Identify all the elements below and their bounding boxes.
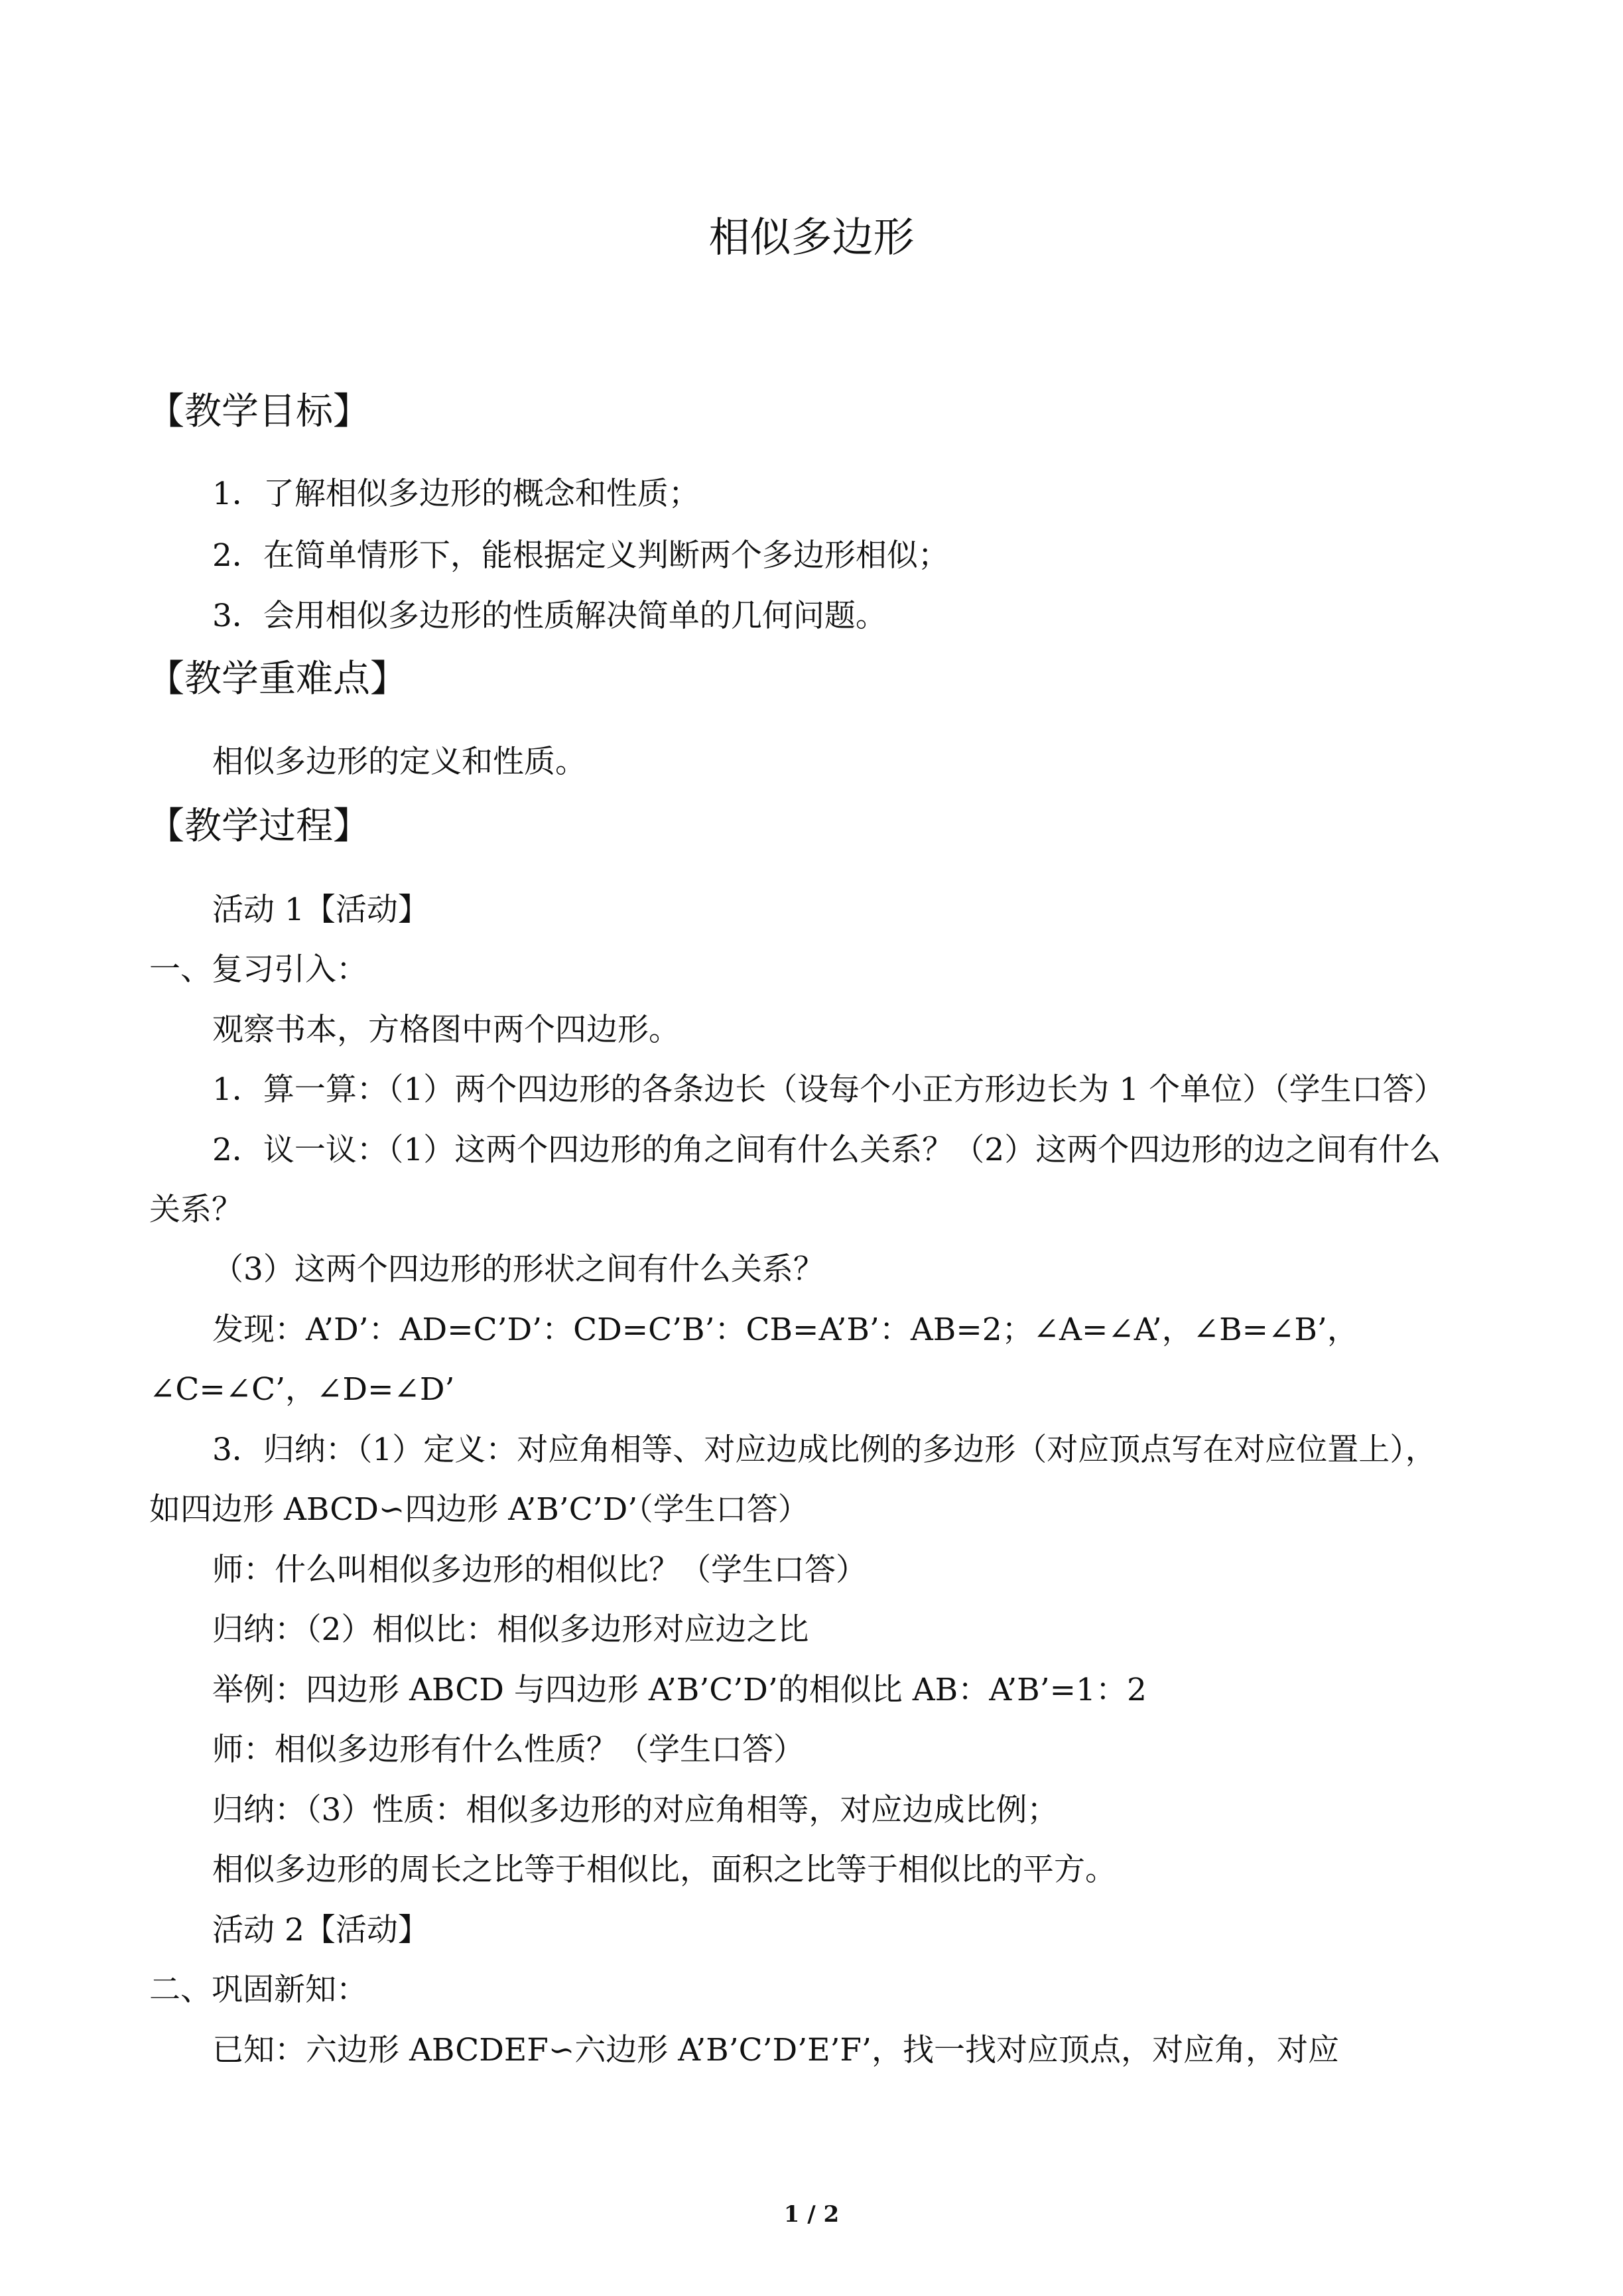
found-text-1: 发现：A’D’：AD=C’D’：CD=C’B’：CB=A’B’：AB=2；∠A=∠A’，∠B=∠B’， [212,1312,1358,1348]
document-title: 相似多边形 [708,213,915,261]
goal-item-1: 1．了解相似多边形的概念和性质； [212,476,700,512]
heading-teaching-process: 【教学过程】 [147,805,370,848]
page-number: 1 / 2 [783,2201,840,2228]
section-review: 一、复习引入： [149,951,367,988]
property-text-1: 归纳：（3）性质：相似多边形的对应角相等，对应边成比例； [212,1792,1059,1828]
goal-item-2: 2．在简单情形下，能根据定义判断两个多边形相似； [212,537,949,574]
ratio-example: 举例：四边形 ABCD 与四边形 A’B’C’D’的相似比 AB：A’B’=1：2 [212,1672,1147,1708]
known-text: 已知：六边形 ABCDEF∽六边形 A’B’C’D’E’F’，找一找对应顶点，对应角，对应 [212,2032,1339,2068]
property-text-2: 相似多边形的周长之比等于相似比，面积之比等于相似比的平方。 [212,1852,1116,1888]
discuss-text-2: 关系？ [149,1191,243,1228]
key-points-text: 相似多边形的定义和性质。 [212,744,586,780]
section-consolidate: 二、巩固新知： [149,1972,367,2008]
heading-teaching-goals: 【教学目标】 [147,390,370,433]
ratio-definition: 归纳：（2）相似比：相似多边形对应边之比 [212,1611,809,1648]
heading-key-points: 【教学重难点】 [147,657,407,701]
discuss-text-1: 2．议一议：（1）这两个四边形的角之间有什么关系？（2）这两个四边形的边之间有什么 [212,1132,1441,1168]
teacher-question-1: 师：什么叫相似多边形的相似比？（学生口答） [212,1552,867,1588]
goal-item-3: 3．会用相似多边形的性质解决简单的几何问题。 [212,598,887,634]
observe-text: 观察书本，方格图中两个四边形。 [212,1012,680,1048]
induce-text-2: 如四边形 ABCD∽四边形 A’B’C’D’（学生口答） [149,1491,809,1528]
discuss-text-3: （3）这两个四边形的形状之间有什么关系？ [212,1251,824,1288]
induce-text-1: 3．归纳：（1）定义：对应角相等、对应边成比例的多边形（对应顶点写在对应位置上）， [212,1432,1437,1468]
teacher-question-2: 师：相似多边形有什么性质？（学生口答） [212,1731,805,1768]
found-text-2: ∠C=∠C’，∠D=∠D’ [149,1371,455,1408]
activity-2-label: 活动 2【活动】 [212,1912,429,1948]
activity-1-label: 活动 1【活动】 [212,892,429,928]
calc-text: 1．算一算：（1）两个四边形的各条边长（设每个小正方形边长为 1 个单位）（学生口答） [212,1071,1445,1108]
